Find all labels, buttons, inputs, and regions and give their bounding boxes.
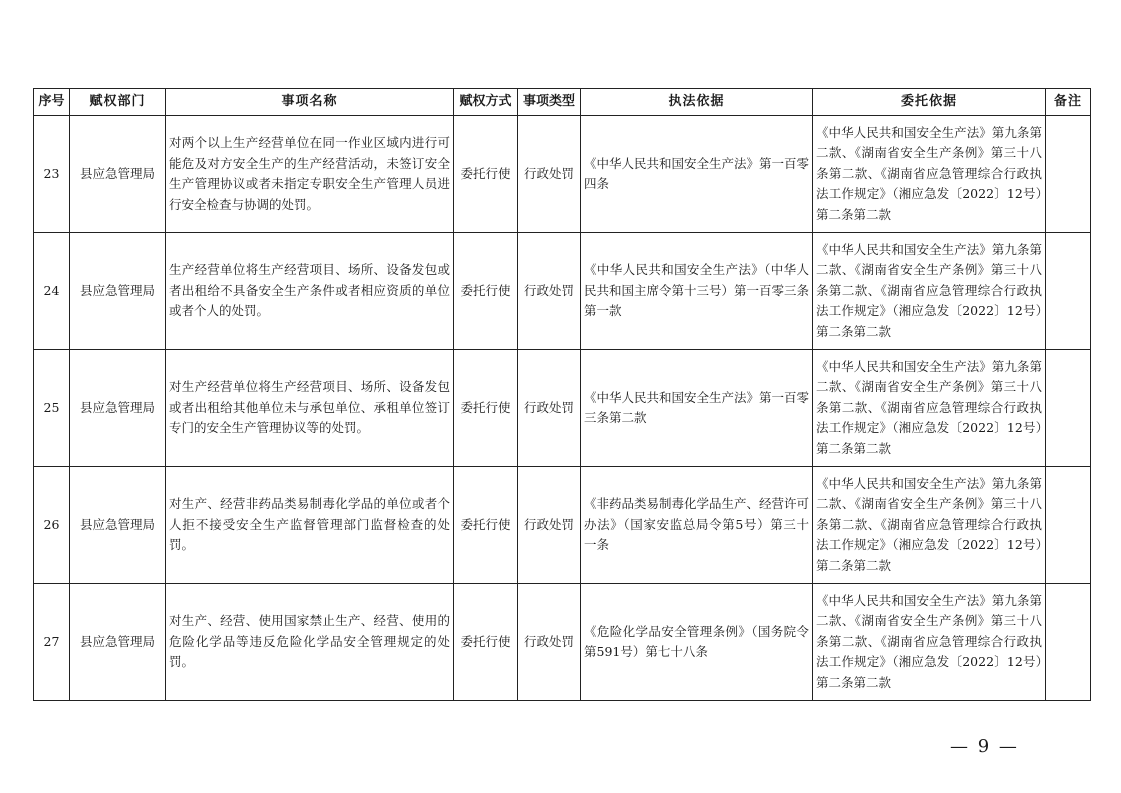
cell-item: 生产经营单位将生产经营项目、场所、设备发包或者出租给不具备安全生产条件或者相应资质的单位或者个人的处罚。: [166, 233, 454, 350]
header-method: 赋权方式: [454, 89, 518, 116]
cell-type: 行政处罚: [518, 467, 581, 584]
cell-basis: 《危险化学品安全管理条例》（国务院令第591号）第七十八条: [581, 584, 813, 701]
table-row: [34, 233, 1091, 350]
cell-method: 委托行使: [454, 350, 518, 467]
cell-dept: 县应急管理局: [70, 467, 166, 584]
header-dept: 赋权部门: [70, 89, 166, 116]
table-header-row: [34, 89, 1091, 116]
cell-method: 委托行使: [454, 116, 518, 233]
cell-type: 行政处罚: [518, 233, 581, 350]
cell-note: [1046, 350, 1091, 467]
cell-basis: 《中华人民共和国安全生产法》（中华人民共和国主席令第十三号）第一百零三条第一款: [581, 233, 813, 350]
page-number: — 9 —: [950, 736, 1019, 757]
cell-dept: 县应急管理局: [70, 233, 166, 350]
cell-delegation: 《中华人民共和国安全生产法》第九条第二款、《湖南省安全生产条例》第三十八条第二款、《湖南省应急管理综合行政执法工作规定》（湘应急发〔2022〕12号）第二条第二款: [813, 116, 1046, 233]
cell-basis: 《中华人民共和国安全生产法》第一百零三条第二款: [581, 350, 813, 467]
header-item: 事项名称: [166, 89, 454, 116]
table-row: [34, 116, 1091, 233]
cell-dept: 县应急管理局: [70, 350, 166, 467]
cell-delegation: 《中华人民共和国安全生产法》第九条第二款、《湖南省安全生产条例》第三十八条第二款、《湖南省应急管理综合行政执法工作规定》（湘应急发〔2022〕12号）第二条第二款: [813, 350, 1046, 467]
header-delegation: 委托依据: [813, 89, 1046, 116]
cell-item: 对生产、经营、使用国家禁止生产、经营、使用的危险化学品等违反危险化学品安全管理规定的处罚。: [166, 584, 454, 701]
cell-dept: 县应急管理局: [70, 584, 166, 701]
cell-no: 26: [34, 467, 70, 584]
cell-note: [1046, 116, 1091, 233]
header-seq: 序号: [34, 89, 70, 116]
cell-item: 对生产经营单位将生产经营项目、场所、设备发包或者出租给其他单位未与承包单位、承租单位签订专门的安全生产管理协议等的处罚。: [166, 350, 454, 467]
table-row: [34, 350, 1091, 467]
cell-basis: 《非药品类易制毒化学品生产、经营许可办法》（国家安监总局令第5号）第三十一条: [581, 467, 813, 584]
authorization-table: [33, 88, 1091, 701]
cell-item: 对生产、经营非药品类易制毒化学品的单位或者个人拒不接受安全生产监督管理部门监督检查的处罚。: [166, 467, 454, 584]
cell-type: 行政处罚: [518, 584, 581, 701]
cell-no: 23: [34, 116, 70, 233]
cell-item: 对两个以上生产经营单位在同一作业区域内进行可能危及对方安全生产的生产经营活动，未签订安全生产管理协议或者未指定专职安全生产管理人员进行安全检查与协调的处罚。: [166, 116, 454, 233]
header-type: 事项类型: [518, 89, 581, 116]
header-basis: 执法依据: [581, 89, 813, 116]
cell-no: 25: [34, 350, 70, 467]
cell-delegation: 《中华人民共和国安全生产法》第九条第二款、《湖南省安全生产条例》第三十八条第二款、《湖南省应急管理综合行政执法工作规定》（湘应急发〔2022〕12号）第二条第二款: [813, 584, 1046, 701]
cell-note: [1046, 233, 1091, 350]
header-note: 备注: [1046, 89, 1091, 116]
cell-type: 行政处罚: [518, 350, 581, 467]
cell-dept: 县应急管理局: [70, 116, 166, 233]
cell-basis: 《中华人民共和国安全生产法》第一百零四条: [581, 116, 813, 233]
cell-delegation: 《中华人民共和国安全生产法》第九条第二款、《湖南省安全生产条例》第三十八条第二款、《湖南省应急管理综合行政执法工作规定》（湘应急发〔2022〕12号）第二条第二款: [813, 467, 1046, 584]
cell-note: [1046, 467, 1091, 584]
cell-note: [1046, 584, 1091, 701]
cell-method: 委托行使: [454, 233, 518, 350]
cell-method: 委托行使: [454, 467, 518, 584]
cell-no: 27: [34, 584, 70, 701]
cell-delegation: 《中华人民共和国安全生产法》第九条第二款、《湖南省安全生产条例》第三十八条第二款、《湖南省应急管理综合行政执法工作规定》（湘应急发〔2022〕12号）第二条第二款: [813, 233, 1046, 350]
cell-method: 委托行使: [454, 584, 518, 701]
table-row: [34, 584, 1091, 701]
cell-no: 24: [34, 233, 70, 350]
cell-type: 行政处罚: [518, 116, 581, 233]
table-row: [34, 467, 1091, 584]
